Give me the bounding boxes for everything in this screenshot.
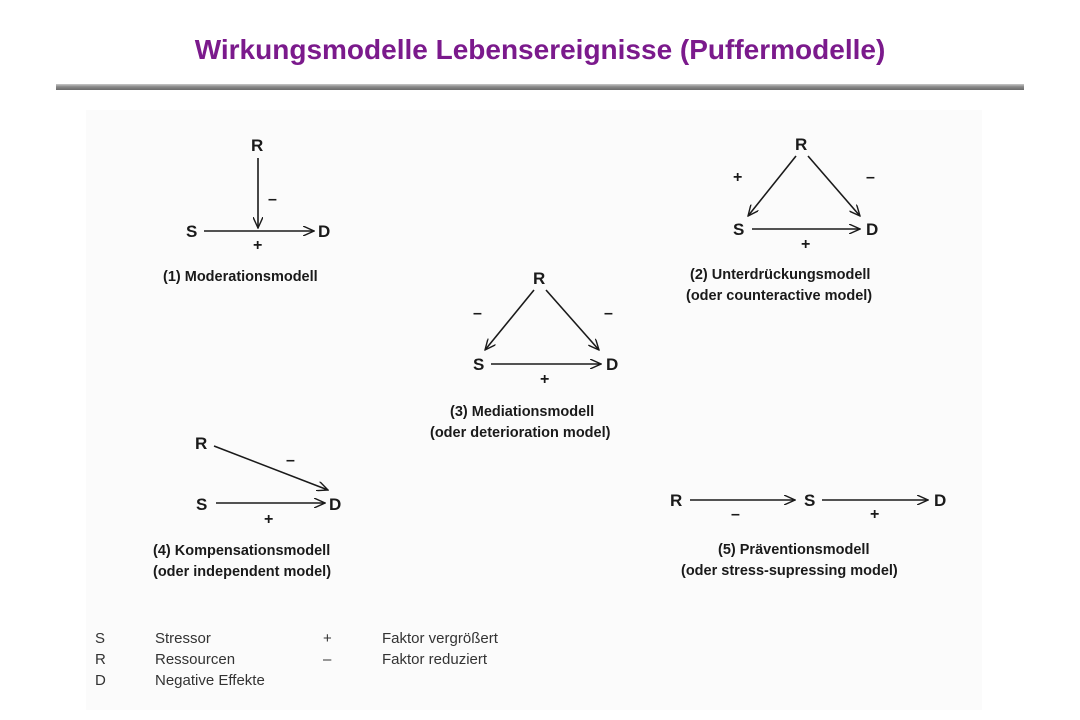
legend-symbol: – <box>323 651 332 668</box>
model-4-sign-rd: – <box>286 452 295 469</box>
legend-symbol: S <box>95 630 106 647</box>
legend-symbol: D <box>95 672 106 689</box>
model-1-moderation <box>163 136 330 285</box>
model-3-node-d: D <box>606 355 619 374</box>
model-3-sign-sd: + <box>540 371 550 388</box>
model-2-node-r: R <box>795 135 808 154</box>
model-4-arrow-r-to-d <box>214 446 328 490</box>
model-5-sign-rs: – <box>731 506 740 523</box>
model-2-node-d: D <box>866 220 879 239</box>
model-3-node-r: R <box>533 269 546 288</box>
legend-label: Negative Effekte <box>155 672 265 689</box>
model-2-node-s: S <box>733 220 745 239</box>
model-1-node-r: R <box>251 136 264 155</box>
model-2-caption: (2) Unterdrückungsmodell <box>690 267 871 283</box>
model-3-node-s: S <box>473 355 485 374</box>
model-3-subcaption: (oder deterioration model) <box>430 425 611 441</box>
model-5-sign-sd: + <box>870 506 880 523</box>
model-2-sign-sd: + <box>801 236 811 253</box>
legend-symbol: R <box>95 651 106 668</box>
model-5-caption: (5) Präventionsmodell <box>718 542 870 558</box>
model-5-node-d: D <box>934 491 947 510</box>
model-5-prevention <box>670 491 946 579</box>
model-2-sign-rd: – <box>866 169 875 186</box>
model-4-node-r: R <box>195 434 208 453</box>
model-1-node-d: D <box>318 222 331 241</box>
model-1-sign-sd: + <box>253 237 263 254</box>
model-4-compensation <box>153 434 341 580</box>
model-3-caption: (3) Mediationsmodell <box>450 404 595 420</box>
legend <box>95 630 499 689</box>
model-4-caption: (4) Kompensationsmodell <box>153 543 331 559</box>
legend-label: Faktor reduziert <box>382 651 488 668</box>
model-2-arrow-r-to-d <box>808 156 860 216</box>
model-2-suppression <box>686 135 878 304</box>
legend-label: Stressor <box>155 630 211 647</box>
legend-label: Faktor vergrößert <box>382 630 498 647</box>
model-5-node-s: S <box>804 491 816 510</box>
model-4-subcaption: (oder independent model) <box>153 564 332 580</box>
page-title: Wirkungsmodelle Lebensereignisse (Puffermodelle) <box>194 34 886 65</box>
model-3-sign-rd: – <box>604 305 613 322</box>
model-3-mediation <box>430 269 618 441</box>
model-5-subcaption: (oder stress-supressing model) <box>681 563 898 579</box>
model-2-subcaption: (oder counteractive model) <box>686 288 873 304</box>
model-5-node-r: R <box>670 491 683 510</box>
model-3-sign-rs: – <box>473 305 482 322</box>
model-3-arrow-r-to-s <box>485 290 534 350</box>
model-4-sign-sd: + <box>264 511 274 528</box>
legend-label: Ressourcen <box>155 651 236 668</box>
model-1-sign-r: – <box>268 191 277 208</box>
model-4-node-d: D <box>329 495 342 514</box>
model-2-arrow-r-to-s <box>748 156 796 216</box>
model-1-caption: (1) Moderationsmodell <box>163 269 318 285</box>
model-4-node-s: S <box>196 495 208 514</box>
model-3-arrow-r-to-d <box>546 290 599 350</box>
legend-symbol: + <box>323 630 332 647</box>
model-1-node-s: S <box>186 222 198 241</box>
model-2-sign-rs: + <box>733 169 743 186</box>
